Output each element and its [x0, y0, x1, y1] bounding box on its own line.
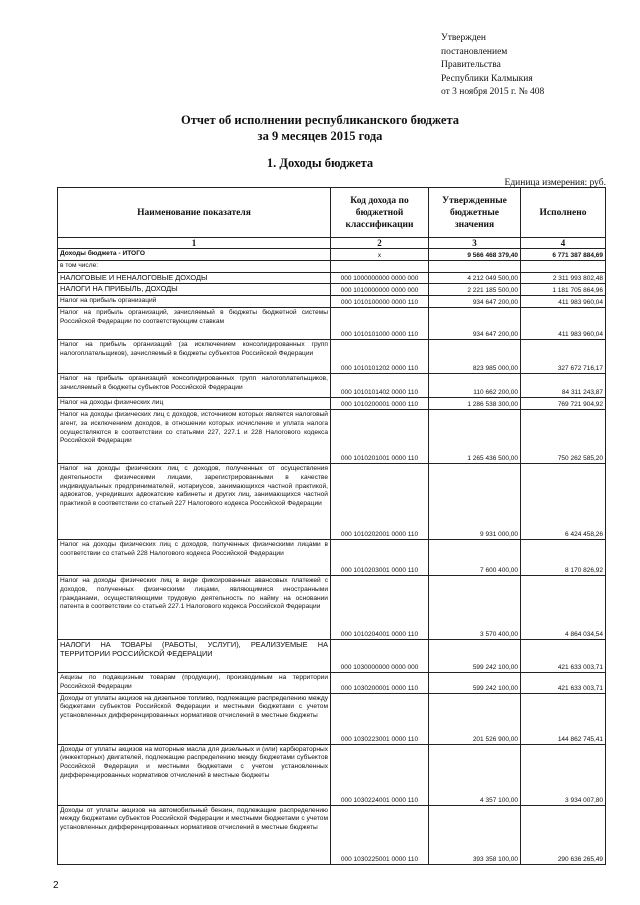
table-row	[58, 409, 606, 463]
table-row	[58, 693, 606, 744]
report-title	[0, 112, 640, 144]
row-name: Налог на доходы физических лиц с доходов, источником которых является налоговый агент, за исключением доходов, в отношении которых исчисление и уплата налога осуществляются в соответствии со статьями 227, 227.1 и 228 Налогового кодекса Российской Федерации	[58, 409, 331, 463]
column-number: 1	[58, 238, 331, 249]
row-approved: 1 286 538 300,00	[429, 397, 521, 409]
row-approved: 4 212 049 500,00	[429, 272, 521, 284]
page-number: 2	[53, 880, 59, 891]
table-row	[58, 260, 606, 272]
column-number-row	[58, 238, 606, 249]
approval-line: Утвержден	[441, 33, 486, 43]
row-executed: 421 633 003,71	[521, 639, 606, 672]
row-executed: 421 633 003,71	[521, 672, 606, 693]
table-row	[58, 744, 606, 805]
row-approved: 934 647 200,00	[429, 307, 521, 339]
row-name: Доходы от уплаты акцизов на моторные масла для дизельных и (или) карбюраторных (инжекторных) двигателей, подлежащие распределению между бюджетами субъектов Российской Федерации и местными бюджетами с учетом установленных дифференцированных нормативов отчислений в местные бюджеты	[58, 744, 331, 805]
row-executed: 3 934 007,80	[521, 744, 606, 805]
header-name: Наименование показателя	[58, 188, 331, 238]
row-name: Налог на прибыль организаций (за исключением консолидированных групп налогоплательщиков), зачисляемый в бюджеты субъектов Российской Федерации	[58, 339, 331, 373]
report-title-line: Отчет об исполнении республиканского бюджета	[181, 113, 459, 127]
row-approved: 599 242 100,00	[429, 672, 521, 693]
table-row	[58, 284, 606, 296]
table-row	[58, 373, 606, 397]
approval-stamp	[441, 32, 544, 100]
row-code: 000 1030225001 0000 110	[331, 805, 429, 864]
row-code: 000 1010204001 0000 110	[331, 575, 429, 639]
row-approved: 393 358 100,00	[429, 805, 521, 864]
row-name: Налог на прибыль организаций, зачисляемый в бюджеты бюджетной системы Российской Федерации по соответствующим ставкам	[58, 307, 331, 339]
row-approved: 201 526 900,00	[429, 693, 521, 744]
row-code: x	[331, 249, 429, 261]
row-executed	[521, 260, 606, 272]
row-code: 000 1010201001 0000 110	[331, 409, 429, 463]
row-approved: 599 242 100,00	[429, 639, 521, 672]
row-approved: 9 566 468 379,40	[429, 249, 521, 261]
table-row	[58, 249, 606, 261]
approval-line: от 3 ноября 2015 г. № 408	[441, 87, 545, 98]
row-code: 000 1030223001 0000 110	[331, 693, 429, 744]
table-header-row	[58, 188, 606, 238]
table-row	[58, 639, 606, 672]
table-row	[58, 672, 606, 693]
row-approved: 110 662 200,00	[429, 373, 521, 397]
column-number: 4	[521, 238, 606, 249]
row-code: 000 1010100000 0000 110	[331, 296, 429, 308]
table-row	[58, 296, 606, 308]
header-executed: Исполнено	[521, 188, 606, 238]
row-approved: 9 931 000,00	[429, 463, 521, 539]
row-approved: 3 570 400,00	[429, 575, 521, 639]
row-executed: 290 636 265,49	[521, 805, 606, 864]
column-number: 2	[331, 238, 429, 249]
row-executed: 1 181 705 864,96	[521, 284, 606, 296]
row-name: Налог на доходы физических лиц с доходов, полученных физическими лицами в соответствии со статьей 228 Налогового кодекса Российской Федерации	[58, 539, 331, 575]
row-executed: 2 311 993 802,48	[521, 272, 606, 284]
row-executed: 144 862 745,41	[521, 693, 606, 744]
approval-line: Правительства	[441, 60, 501, 71]
row-code: 000 1010101402 0000 110	[331, 373, 429, 397]
table-row	[58, 805, 606, 864]
row-name: Налог на прибыль организаций консолидированных групп налогоплательщиков, зачисляемый в бюджеты субъектов Российской Федерации	[58, 373, 331, 397]
row-code: 000 1010203001 0000 110	[331, 539, 429, 575]
section-heading: 1. Доходы бюджета	[266, 156, 374, 170]
row-name: в том числе:	[58, 260, 331, 272]
row-name: Налог на доходы физических лиц в виде фиксированных авансовых платежей с доходов, полученных физическими лицами, являющимися иностранными гражданами, осуществляющими трудовую деятельность по найму на основании патента в соответствии со статьей 227.1 Налогового кодекса Российской Федерации	[58, 575, 331, 639]
row-code	[331, 260, 429, 272]
table-row	[58, 539, 606, 575]
row-name: Доходы бюджета - ИТОГО	[58, 249, 331, 261]
unit-label: Единица измерения: руб.	[504, 178, 606, 188]
table-row	[58, 397, 606, 409]
row-approved	[429, 260, 521, 272]
row-code: 000 1000000000 0000 000	[331, 272, 429, 284]
row-code: 000 1010200001 0000 110	[331, 397, 429, 409]
row-code: 000 1030224001 0000 110	[331, 744, 429, 805]
revenue-table	[57, 187, 606, 865]
row-name: Налог на доходы физических лиц	[58, 397, 331, 409]
row-code: 000 1010202001 0000 110	[331, 463, 429, 539]
row-name: Доходы от уплаты акцизов на автомобильный бензин, подлежащие распределению между бюджетами субъектов Российской Федерации и местными бюджетами с учетом установленных дифференцированных нормативов отчислений в местные бюджеты	[58, 805, 331, 864]
report-title-line: за 9 месяцев 2015 года	[257, 129, 383, 143]
row-approved: 1 265 436 500,00	[429, 409, 521, 463]
row-name: НАЛОГИ НА ТОВАРЫ (РАБОТЫ, УСЛУГИ), РЕАЛИЗУЕМЫЕ НА ТЕРРИТОРИИ РОССИЙСКОЙ ФЕДЕРАЦИИ	[58, 639, 331, 672]
approval-line: постановлением	[441, 46, 508, 57]
row-name: Доходы от уплаты акцизов на дизельное топливо, подлежащие распределению между бюджетами субъектов Российской Федерации и местными бюджетами с учетом установленных дифференцированных нормативов отчислений в местные бюджеты	[58, 693, 331, 744]
column-number: 3	[429, 238, 521, 249]
row-approved: 7 600 400,00	[429, 539, 521, 575]
row-code: 000 1010000000 0000 000	[331, 284, 429, 296]
row-executed: 411 983 960,04	[521, 307, 606, 339]
row-name: Акцизы по подакцизным товарам (продукции), производимым на территории Российской Федерации	[58, 672, 331, 693]
row-code: 000 1010101202 0000 110	[331, 339, 429, 373]
row-executed: 84 311 243,87	[521, 373, 606, 397]
row-executed: 769 721 904,92	[521, 397, 606, 409]
row-approved: 2 221 185 500,00	[429, 284, 521, 296]
row-executed: 411 983 960,04	[521, 296, 606, 308]
table-row	[58, 339, 606, 373]
row-name: Налог на прибыль организаций	[58, 296, 331, 308]
header-code: Код дохода по бюджетной классификации	[331, 188, 429, 238]
table-row	[58, 307, 606, 339]
row-executed: 4 864 034,54	[521, 575, 606, 639]
row-name: Налог на доходы физических лиц с доходов, полученных от осуществления деятельности физическими лицами, зарегистрированными в качестве индивидуальных предпринимателей, нотариусов, занимающихся частной практикой, адвокатов, учредивших адвокатские кабинеты и других лиц, занимающихся частной практикой в соответствии со статьей 227 Налогового кодекса Российской Федерации	[58, 463, 331, 539]
row-executed: 750 262 585,20	[521, 409, 606, 463]
row-approved: 934 647 200,00	[429, 296, 521, 308]
row-executed: 6 771 387 884,69	[521, 249, 606, 261]
row-approved: 4 357 100,00	[429, 744, 521, 805]
row-executed: 6 424 458,26	[521, 463, 606, 539]
row-executed: 8 170 826,92	[521, 539, 606, 575]
row-code: 000 1030000000 0000 000	[331, 639, 429, 672]
table-row	[58, 463, 606, 539]
row-code: 000 1010101000 0000 110	[331, 307, 429, 339]
row-code: 000 1030200001 0000 110	[331, 672, 429, 693]
table-row	[58, 272, 606, 284]
header-approved: Утвержденные бюджетные значения	[429, 188, 521, 238]
row-name: НАЛОГОВЫЕ И НЕНАЛОГОВЫЕ ДОХОДЫ	[58, 272, 331, 284]
table-row	[58, 575, 606, 639]
row-name: НАЛОГИ НА ПРИБЫЛЬ, ДОХОДЫ	[58, 284, 331, 296]
approval-line: Республики Калмыкия	[441, 73, 533, 84]
row-approved: 823 985 000,00	[429, 339, 521, 373]
row-executed: 327 672 716,17	[521, 339, 606, 373]
